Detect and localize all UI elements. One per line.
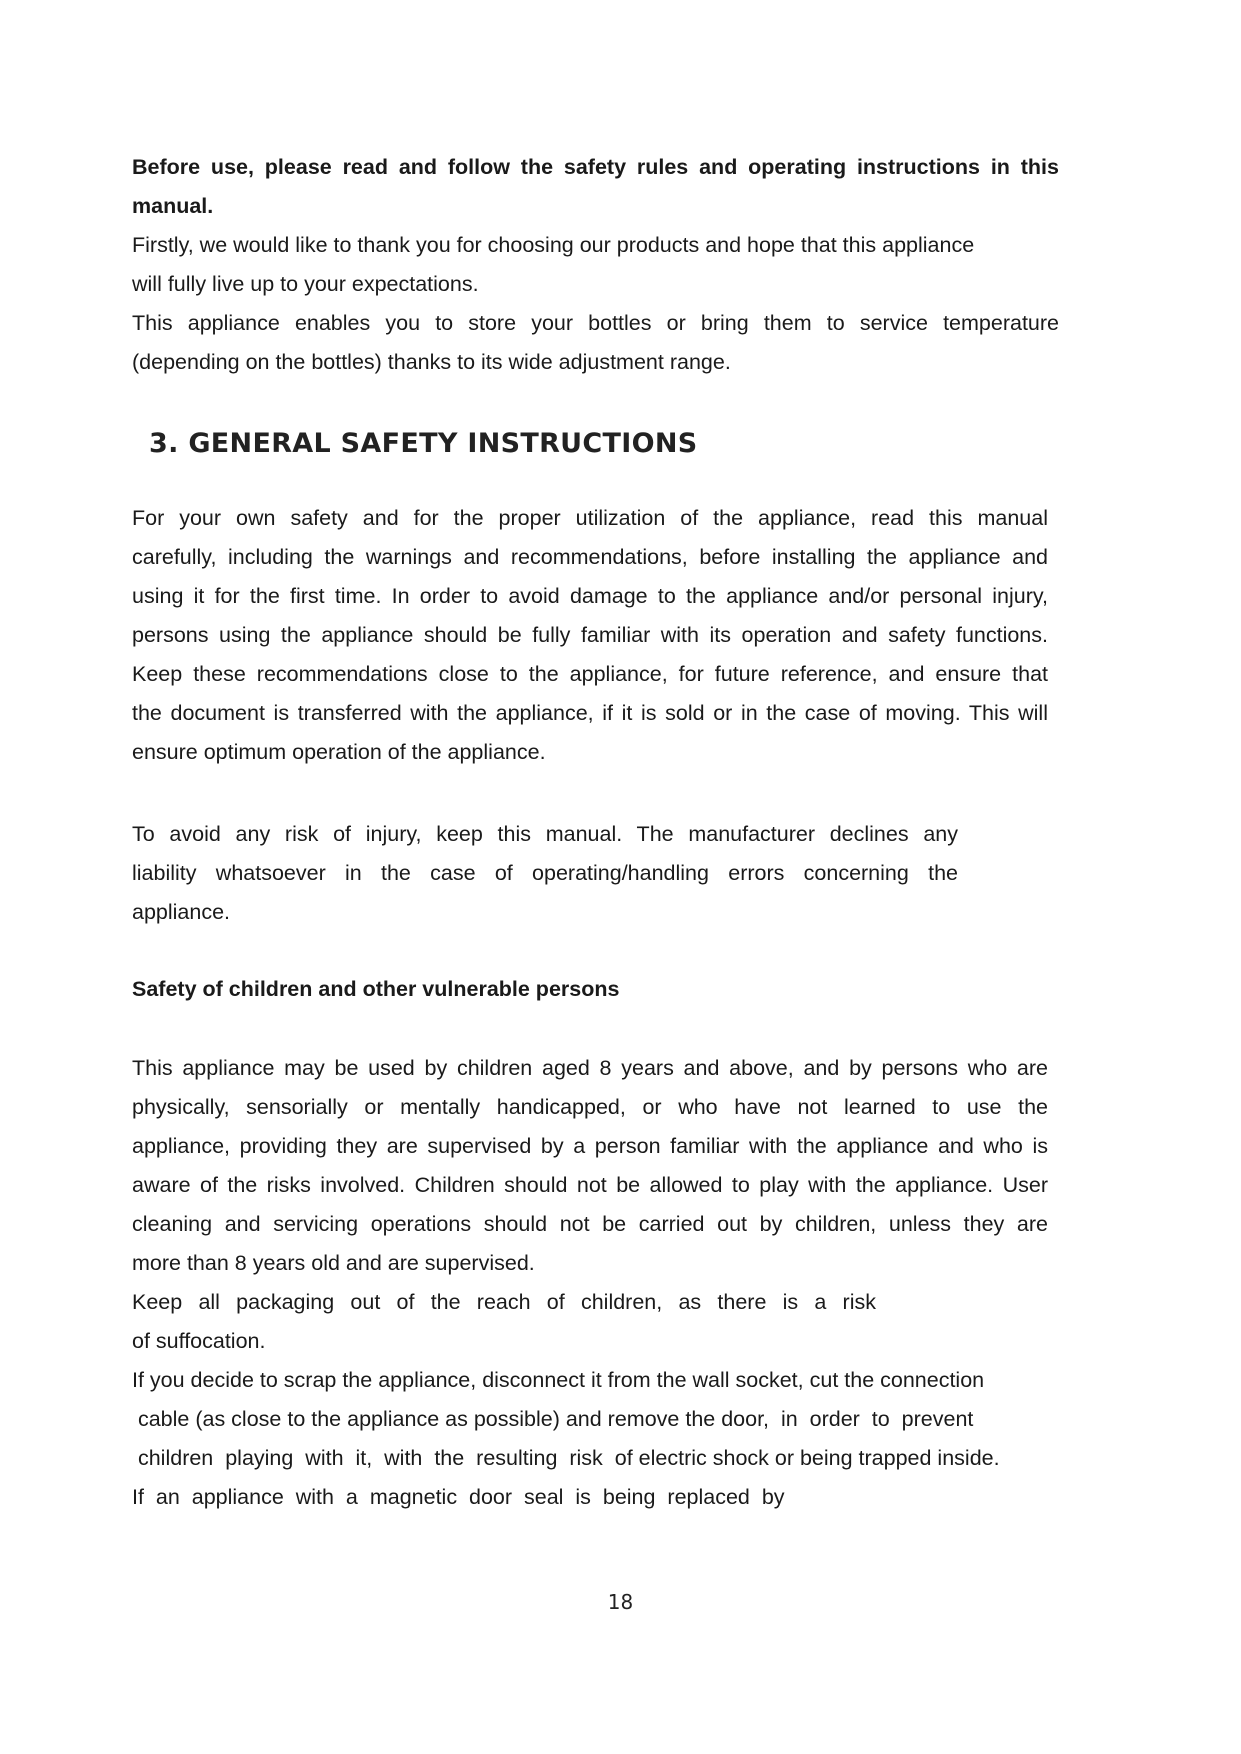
children-line: more than 8 years old and are supervised. bbox=[132, 1251, 535, 1275]
intro-store-line-1: This appliance enables you to store your bottles or bring them to service temperature bbox=[132, 311, 1059, 335]
intro-bold-line-2: manual. bbox=[132, 194, 214, 218]
intro-store-line-2: (depending on the bottles) thanks to its wide adjustment range. bbox=[132, 350, 731, 374]
page-number: 18 bbox=[607, 1590, 634, 1614]
children-line: physically, sensorially or mentally handicapped, or who have not learned to use the bbox=[132, 1095, 1048, 1119]
safety-line: For your own safety and for the proper utilization of the appliance, read this manual bbox=[132, 506, 1048, 530]
magnetic-paragraph: If an appliance with a magnetic door seal is being replaced by bbox=[132, 1485, 785, 1509]
children-line: cleaning and servicing operations should not be carried out by children, unless they are bbox=[132, 1212, 1048, 1236]
intro-thanks-line-1: Firstly, we would like to thank you for choosing our products and hope that this appliance bbox=[132, 233, 975, 257]
injury-paragraph bbox=[132, 815, 958, 932]
safety-line: using it for the first time. In order to avoid damage to the appliance and/or personal injury, bbox=[132, 584, 1048, 608]
children-line: appliance, providing they are supervised by a person familiar with the appliance and who is bbox=[132, 1134, 1048, 1158]
children-line: This appliance may be used by children aged 8 years and above, and by persons who are bbox=[132, 1056, 1048, 1080]
children-subheading: Safety of children and other vulnerable persons bbox=[132, 977, 620, 1001]
scrap-line: If you decide to scrap the appliance, disconnect it from the wall socket, cut the connection bbox=[132, 1368, 985, 1392]
intro-block bbox=[132, 148, 1059, 382]
safety-line: persons using the appliance should be fully familiar with its operation and safety functions. bbox=[132, 623, 1048, 647]
section-heading: 3. GENERAL SAFETY INSTRUCTIONS bbox=[149, 428, 698, 459]
packaging-line: Keep all packaging out of the reach of children, as there is a risk bbox=[132, 1290, 876, 1314]
injury-line: liability whatsoever in the case of operating/handling errors concerning the bbox=[132, 861, 958, 885]
children-paragraph bbox=[132, 1049, 1048, 1283]
scrap-line: cable (as close to the appliance as possible) and remove the door, in order to prevent bbox=[132, 1407, 974, 1431]
safety-line: the document is transferred with the appliance, if it is sold or in the case of moving. This will bbox=[132, 701, 1048, 725]
safety-line: ensure optimum operation of the appliance. bbox=[132, 740, 546, 764]
intro-bold-line-1: Before use, please read and follow the safety rules and operating instructions in this bbox=[132, 155, 1059, 179]
injury-line: To avoid any risk of injury, keep this manual. The manufacturer declines any bbox=[132, 822, 958, 846]
packaging-paragraph bbox=[132, 1283, 876, 1361]
intro-thanks-line-2: will fully live up to your expectations. bbox=[132, 272, 479, 296]
children-line: aware of the risks involved. Children should not be allowed to play with the appliance. User bbox=[132, 1173, 1048, 1197]
injury-line: appliance. bbox=[132, 900, 231, 924]
safety-paragraph bbox=[132, 499, 1048, 772]
safety-line: carefully, including the warnings and recommendations, before installing the appliance and bbox=[132, 545, 1048, 569]
scrap-line: children playing with it, with the resulting risk of electric shock or being trapped inside. bbox=[132, 1446, 1000, 1470]
scrap-paragraph bbox=[132, 1361, 1038, 1478]
packaging-line: of suffocation. bbox=[132, 1329, 266, 1353]
safety-line: Keep these recommendations close to the appliance, for future reference, and ensure that bbox=[132, 662, 1048, 686]
